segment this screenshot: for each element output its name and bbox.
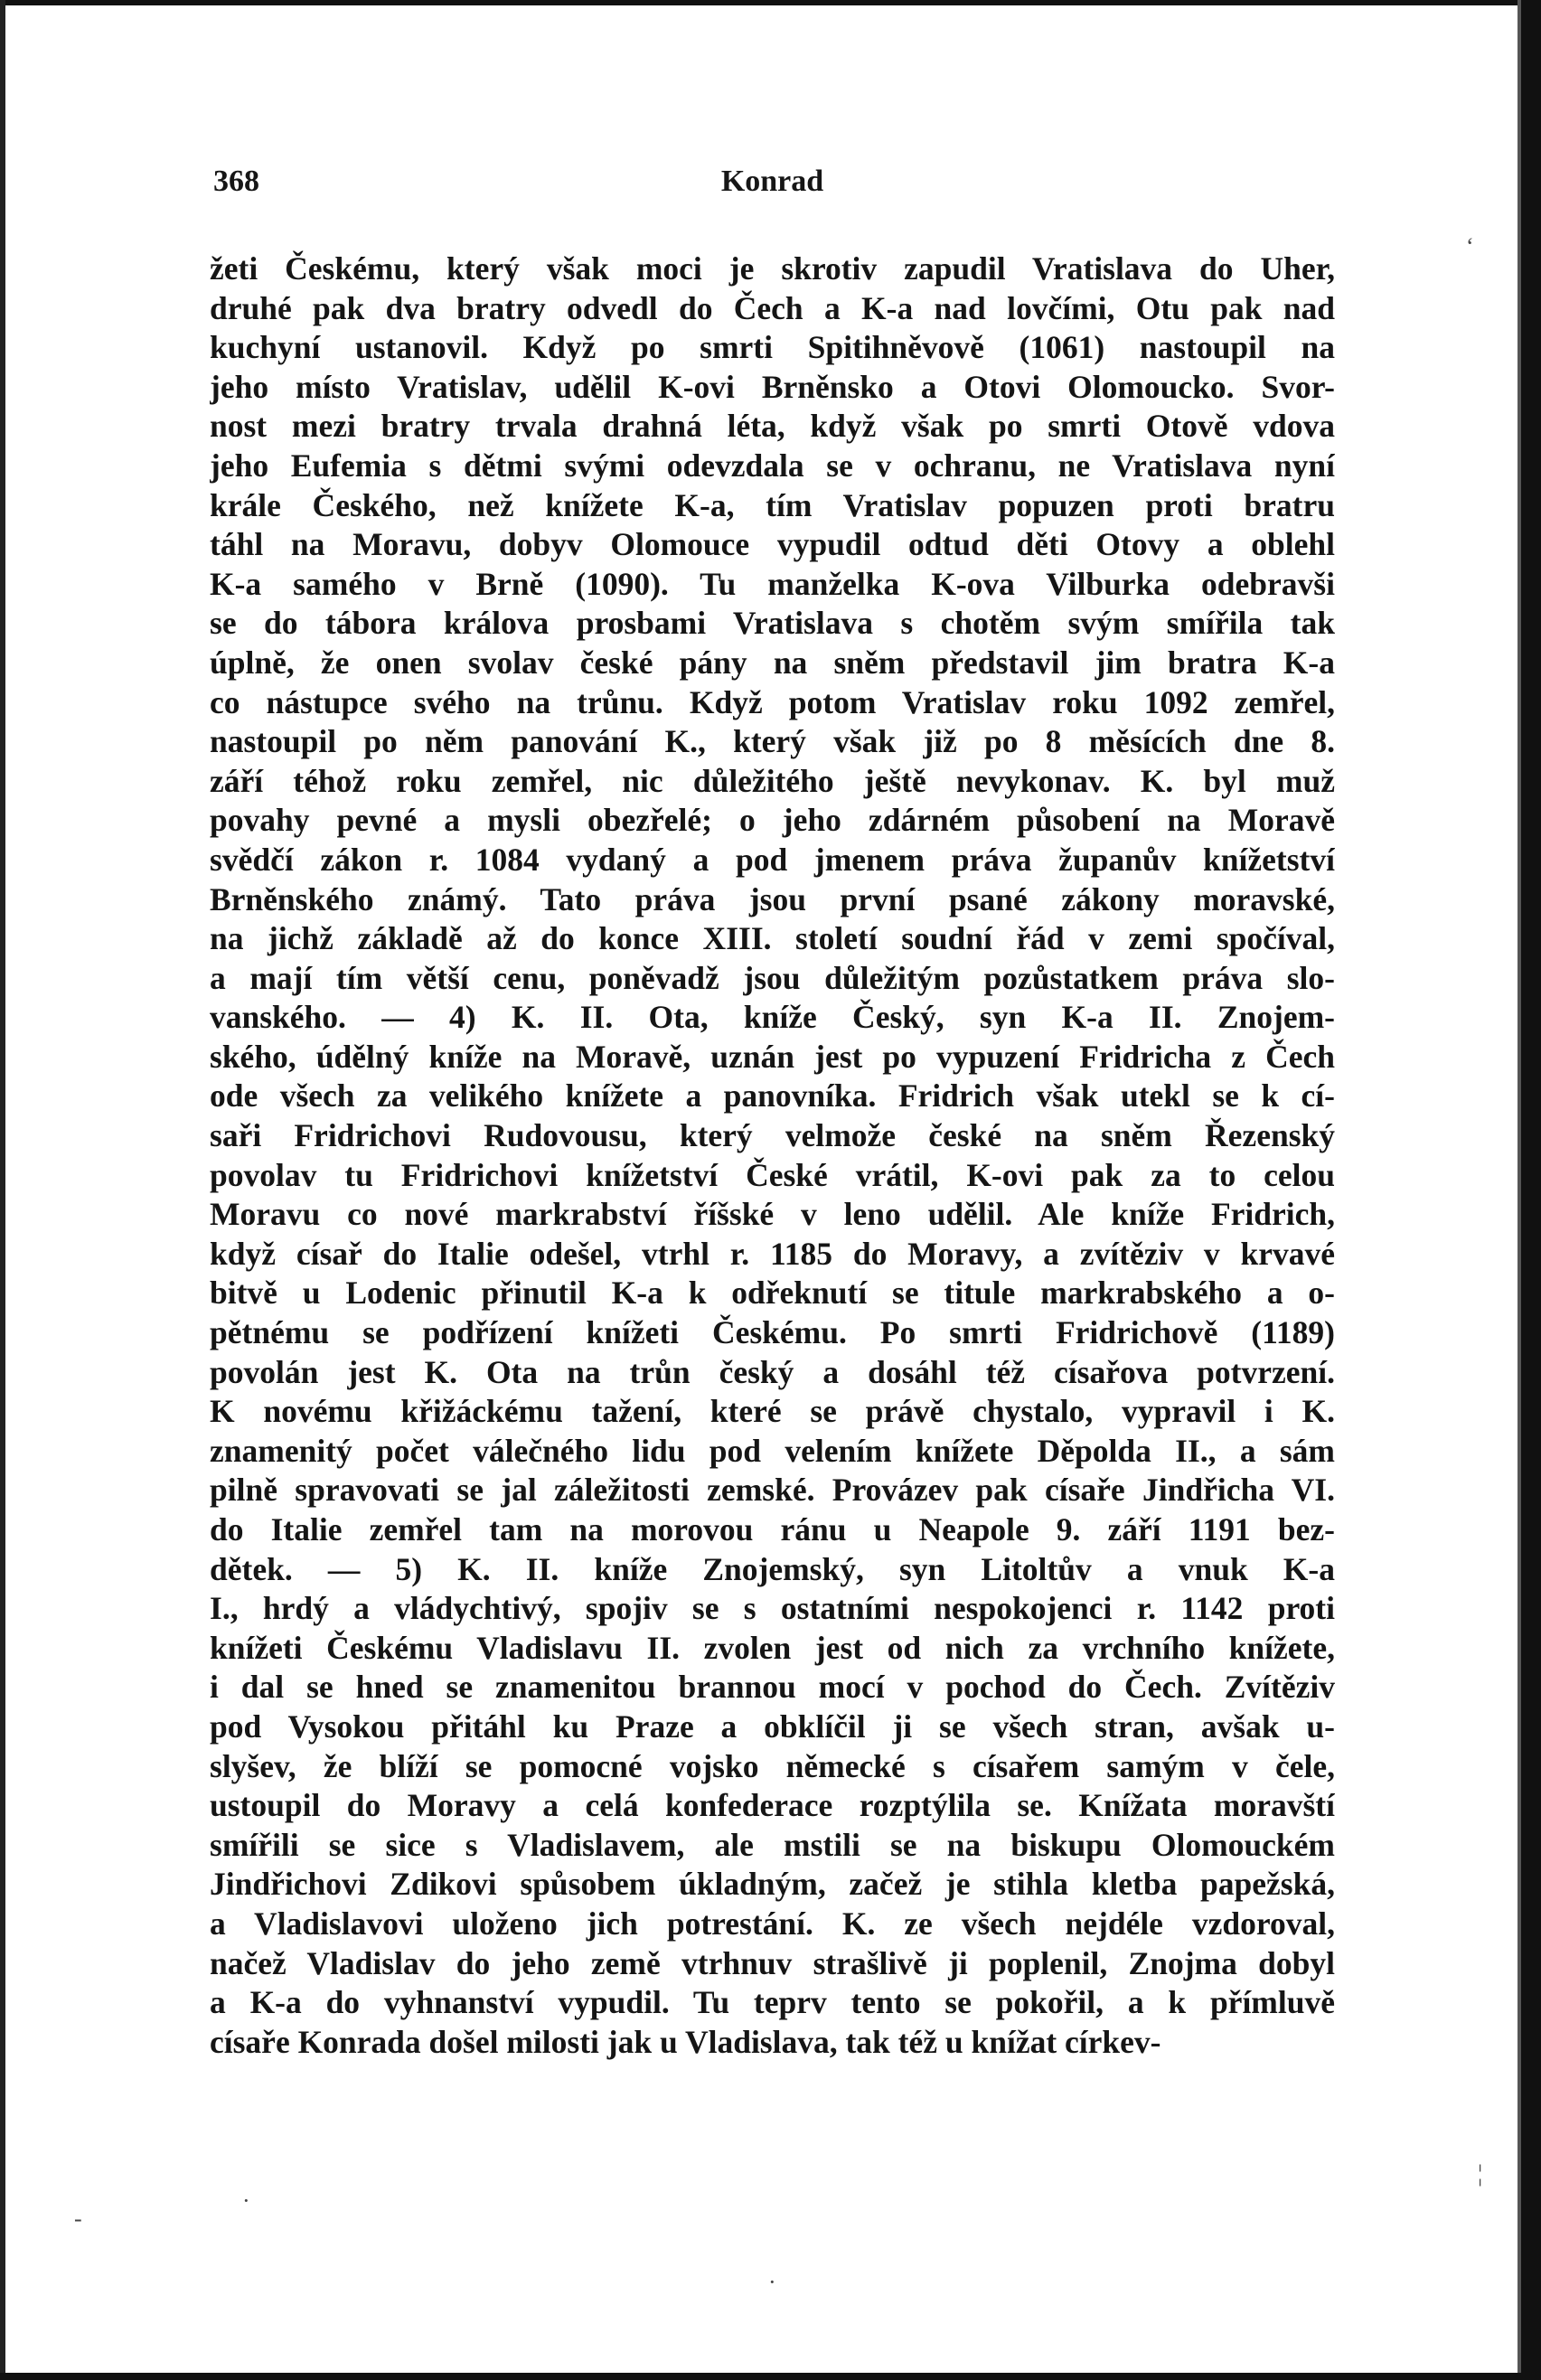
scan-speck: · <box>768 2269 776 2295</box>
page-number: 368 <box>213 165 259 198</box>
text-line: Brněnského známý. Tato práva jsou první psané zákony moravské, <box>210 880 1335 917</box>
text-line: jeho Eufemia s dětmi svými odevzdala se v ochranu, ne Vratislava nyní <box>210 447 1335 484</box>
text-line: do Italie zemřel tam na morovou ránu u Neapole 9. září 1191 bez- <box>210 1511 1335 1547</box>
text-line: krále Českého, než knížete K-a, tím Vratislav popuzen proti bratru <box>210 486 1335 523</box>
text-line: jeho místo Vratislav, udělil K-ovi Brněnsko a Otovi Olomoucko. Svor- <box>210 368 1335 405</box>
scan-edge-right <box>1521 0 1541 2380</box>
scan-speck: ¦ <box>1478 2160 1483 2187</box>
text-line: císaře Konrada došel milosti jak u Vladislava, tak též u knížat církev- <box>210 2023 1161 2060</box>
scan-edge-left <box>0 0 5 2380</box>
text-line: slyšev, že blíží se pomocné vojsko německé s císařem samým v čele, <box>210 1747 1335 1784</box>
text-line: pětnému se podřízení knížeti Českému. Po smrti Fridrichově (1189) <box>210 1314 1335 1351</box>
text-line: se do tábora králova prosbami Vratislava s chotěm svým smířila tak <box>210 605 1335 642</box>
text-line: K-a samého v Brně (1090). Tu manželka K-ova Vilburka odebravši <box>210 565 1335 602</box>
scan-speck: ‘ <box>1466 233 1474 259</box>
text-line: druhé pak dva bratry odvedl do Čech a K-a nad lovčími, Otu pak nad <box>210 289 1335 326</box>
text-line: žeti Českému, který však moci je skrotiv zapudil Vratislava do Uher, <box>210 250 1335 287</box>
running-head: Konrad <box>720 165 824 198</box>
text-line: K novému křižáckému tažení, které se právě chystalo, vypravil i K. <box>210 1393 1335 1430</box>
text-line: I., hrdý a vládychtivý, spojiv se s ostatními nespokojenci r. 1142 proti <box>210 1590 1335 1627</box>
scan-edge-bottom <box>0 2373 1541 2380</box>
text-line: svědčí zákon r. 1084 vydaný a pod jmenem práva županův knížetství <box>210 841 1335 878</box>
text-line: povahy pevné a mysli obezřelé; o jeho zdárném působení na Moravě <box>210 802 1335 839</box>
text-line: dětek. — 5) K. II. kníže Znojemský, syn Litoltův a vnuk K-a <box>210 1550 1335 1587</box>
text-line: táhl na Moravu, dobyv Olomouce vypudil odtud děti Otovy a oblehl <box>210 526 1335 563</box>
text-line: ského, údělný kníže na Moravě, uznán jest po vypuzení Fridricha z Čech <box>210 1038 1335 1075</box>
text-line: znamenitý počet válečného lidu pod velením knížete Děpolda II., a sám <box>210 1432 1335 1469</box>
text-line: nost mezi bratry trvala drahná léta, když však po smrti Otově vdova <box>210 408 1335 445</box>
text-line: povolán jest K. Ota na trůn český a dosáhl též císařova potvrzení. <box>210 1353 1335 1390</box>
scan-edge-top <box>0 0 1541 5</box>
text-line: knížeti Českému Vladislavu II. zvolen jest od nich za vrchního knížete, <box>210 1629 1335 1666</box>
page-content <box>210 165 1335 2062</box>
text-line: i dal se hned se znamenitou brannou mocí v pochod do Čech. Zvítěziv <box>210 1669 1335 1706</box>
text-line: kuchyní ustanovil. Když po smrti Spitihněvově (1061) nastoupil na <box>210 329 1335 366</box>
text-line: načež Vladislav do jeho země vtrhnuv strašlivě ji poplenil, Znojma dobyl <box>210 1944 1335 1981</box>
text-line: a mají tím větší cenu, poněvadž jsou důležitým pozůstatkem práva slo- <box>210 959 1335 996</box>
text-line: vanského. — 4) K. II. Ota, kníže Český, syn K-a II. Znojem- <box>210 999 1335 1036</box>
body-text <box>210 249 1335 2062</box>
page-header <box>210 165 1335 208</box>
text-line: když císař do Italie odešel, vtrhl r. 1185 do Moravy, a zvítěziv v krvavé <box>210 1235 1335 1272</box>
text-line: pod Vysokou přitáhl ku Praze a obklíčil ji se všech stran, avšak u- <box>210 1707 1335 1745</box>
text-line: pilně spravovati se jal záležitosti zemské. Provázev pak císaře Jindřicha VI. <box>210 1472 1335 1509</box>
text-line: smířili se sice s Vladislavem, ale mstili se na biskupu Olomouckém <box>210 1826 1335 1863</box>
text-line: bitvě u Lodenic přinutil K-a k odřeknutí se titule markrabského a o- <box>210 1275 1335 1312</box>
text-line: a K-a do vyhnanství vypudil. Tu teprv tento se pokořil, a k přímluvě <box>210 1984 1335 2021</box>
text-line: co nástupce svého na trůnu. Když potom Vratislav roku 1092 zemřel, <box>210 683 1335 720</box>
text-line: úplně, že onen svolav české pány na sněm představil jim bratra K-a <box>210 644 1335 681</box>
text-line: Jindřichovi Zdikovi spůsobem úkladným, začež je stihla kletba papežská, <box>210 1866 1335 1903</box>
text-line: ode všech za velikého knížete a panovníka. Fridrich však utekl se k cí- <box>210 1077 1335 1115</box>
text-line: saři Fridrichovi Rudovousu, který velmože české na sněm Řezenský <box>210 1117 1335 1154</box>
text-line: na jichž základě až do konce XIII. století soudní řád v zemi spočíval, <box>210 920 1335 957</box>
text-line: ustoupil do Moravy a celá konfederace rozptýlila se. Knížata moravští <box>210 1787 1335 1824</box>
text-line: září téhož roku zemřel, nic důležitého ještě nevykonav. K. byl muž <box>210 762 1335 799</box>
scan-speck: · <box>242 2187 250 2214</box>
text-line: a Vladislavovi uloženo jich potrestání. K. ze všech nejdéle vzdoroval, <box>210 1905 1335 1942</box>
text-line: Moravu co nové markrabství říšské v leno udělil. Ale kníže Fridrich, <box>210 1196 1335 1233</box>
scan-speck: - <box>74 2206 82 2232</box>
text-line: nastoupil po něm panování K., který však již po 8 měsících dne 8. <box>210 723 1335 760</box>
text-line: povolav tu Fridrichovi knížetství České vrátil, K-ovi pak za to celou <box>210 1156 1335 1193</box>
